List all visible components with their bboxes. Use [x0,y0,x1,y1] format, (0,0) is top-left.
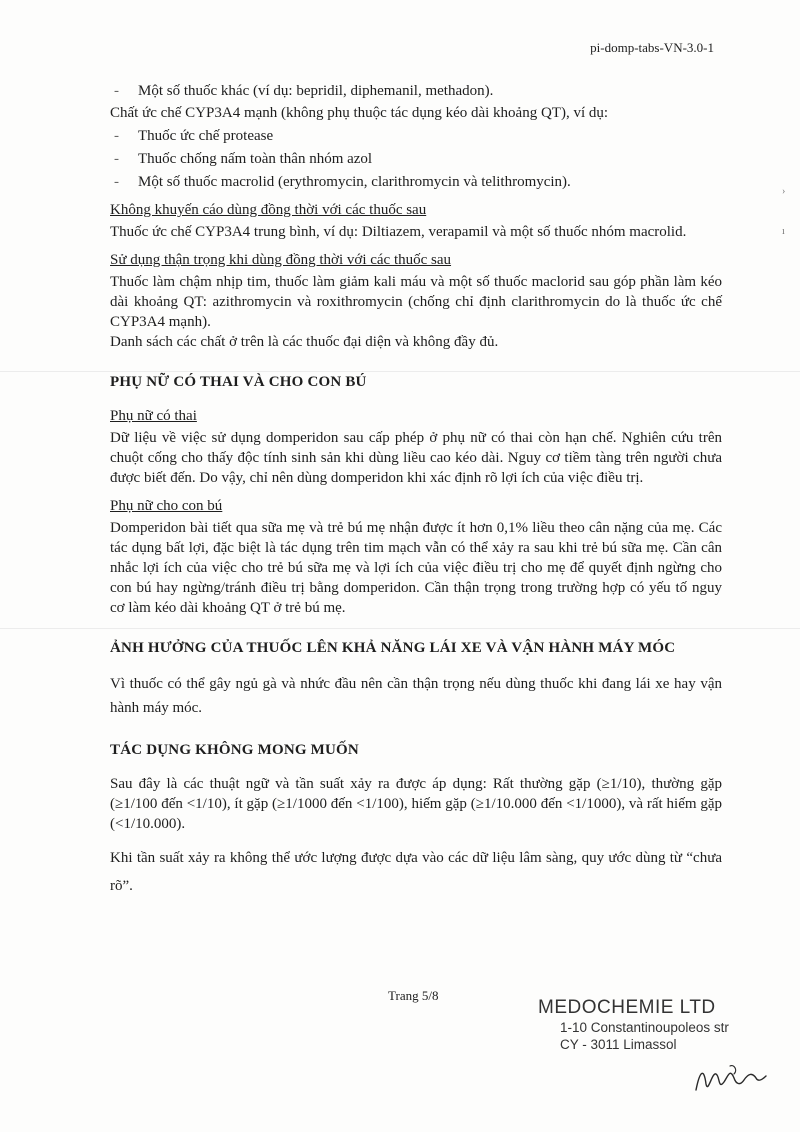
company-name: MEDOCHEMIE LTD [538,997,716,1018]
paragraph: Thuốc làm chậm nhịp tim, thuốc làm giảm kali máu và một số thuốc maclorid sau góp phần làm kéo dài khoảng QT: azithromycin và roxithromycin (chống chỉ định clarithromycin do là thuốc ức chế CYP3A4 mạnh). [110,274,722,330]
scan-edge-mark: ı [782,226,785,237]
paragraph: Sau đây là các thuật ngữ và tần suất xảy ra được áp dụng: Rất thường gặp (≥1/10), thường gặp (≥1/100 đến <1/10), ít gặp (≥1/1000 đến <1/100), hiếm gặp (≥1/10.000 đến <1/1000), và rất hiếm gặp (<1/10.000). [110,776,722,832]
paragraph: Khi tần suất xảy ra không thể ước lượng được dựa vào các dữ liệu lâm sàng, quy ước dùng từ “chưa rõ”. [110,850,722,894]
company-address-line: 1-10 Constantinoupoleos str [560,1020,729,1035]
subheading-caution: Sử dụng thận trọng khi dùng đồng thời với các thuốc sau [110,252,452,268]
paragraph: Dữ liệu về việc sử dụng domperidon sau cấp phép ở phụ nữ có thai còn hạn chế. Nghiên cứu trên chuột cống cho thấy độc tính sinh sản khi dùng liều cao kéo dài. Nguy cơ tiềm tàng trên người chưa được biết đến. Do vậy, chỉ nên dùng domperidon khi xác định rõ lợi ích của việc điều trị. [110,430,722,486]
scan-edge-mark: › [782,186,786,197]
document-body [110,78,722,900]
section-heading-pregnancy: PHỤ NỮ CÓ THAI VÀ CHO CON BÚ [110,374,367,390]
list-item: - Một số thuốc khác (ví dụ: bepridil, diphemanil, methadon). [110,81,722,101]
list-item: - Thuốc chống nấm toàn thân nhóm azol [110,149,722,169]
subheading-not-recommended: Không khuyến cáo dùng đồng thời với các thuốc sau [110,202,427,218]
list-item: - Thuốc ức chế protease [110,126,722,146]
signature-icon [690,1060,770,1100]
section-heading-adverse-effects: TÁC DỤNG KHÔNG MONG MUỐN [110,742,359,758]
company-stamp [538,997,729,1053]
list-item: - Một số thuốc macrolid (erythromycin, clarithromycin và telithromycin). [110,172,722,192]
company-address-line: CY - 3011 Limassol [560,1037,677,1052]
document-code: pi-domp-tabs-VN-3.0-1 [590,40,714,55]
paragraph: Thuốc ức chế CYP3A4 trung bình, ví dụ: Diltiazem, verapamil và một số thuốc nhóm macrolid. [110,224,687,240]
paragraph: Vì thuốc có thể gây ngủ gà và nhức đầu nên cần thận trọng nếu dùng thuốc khi đang lái xe hay vận hành máy móc. [110,676,722,716]
section-heading-driving: ẢNH HƯỞNG CỦA THUỐC LÊN KHẢ NĂNG LÁI XE VÀ VẬN HÀNH MÁY MÓC [110,640,676,656]
subheading-lactation: Phụ nữ cho con bú [110,498,223,514]
subheading-pregnant: Phụ nữ có thai [110,408,197,424]
paragraph: Domperidon bài tiết qua sữa mẹ và trẻ bú mẹ nhận được ít hơn 0,1% liều theo cân nặng của mẹ. Các tác dụng bất lợi, đặc biệt là tác dụng trên tim mạch vẫn có thể xảy ra sau khi trẻ bú sữa mẹ. Cần cân nhắc lợi ích của việc cho trẻ bú sữa mẹ và lợi ích của việc điều trị cho mẹ để quyết định ngừng cho con bú hay ngừng/tránh điều trị bằng domperidon. Cần thận trọng trong trường hợp có yếu tố nguy cơ làm kéo dài khoảng QT ở trẻ bú mẹ. [110,520,722,616]
page-number: Trang 5/8 [388,988,439,1003]
paragraph: Danh sách các chất ở trên là các thuốc đại diện và không đầy đủ. [110,334,499,350]
paragraph: Chất ức chế CYP3A4 mạnh (không phụ thuộc tác dụng kéo dài khoảng QT), ví dụ: [110,105,609,121]
